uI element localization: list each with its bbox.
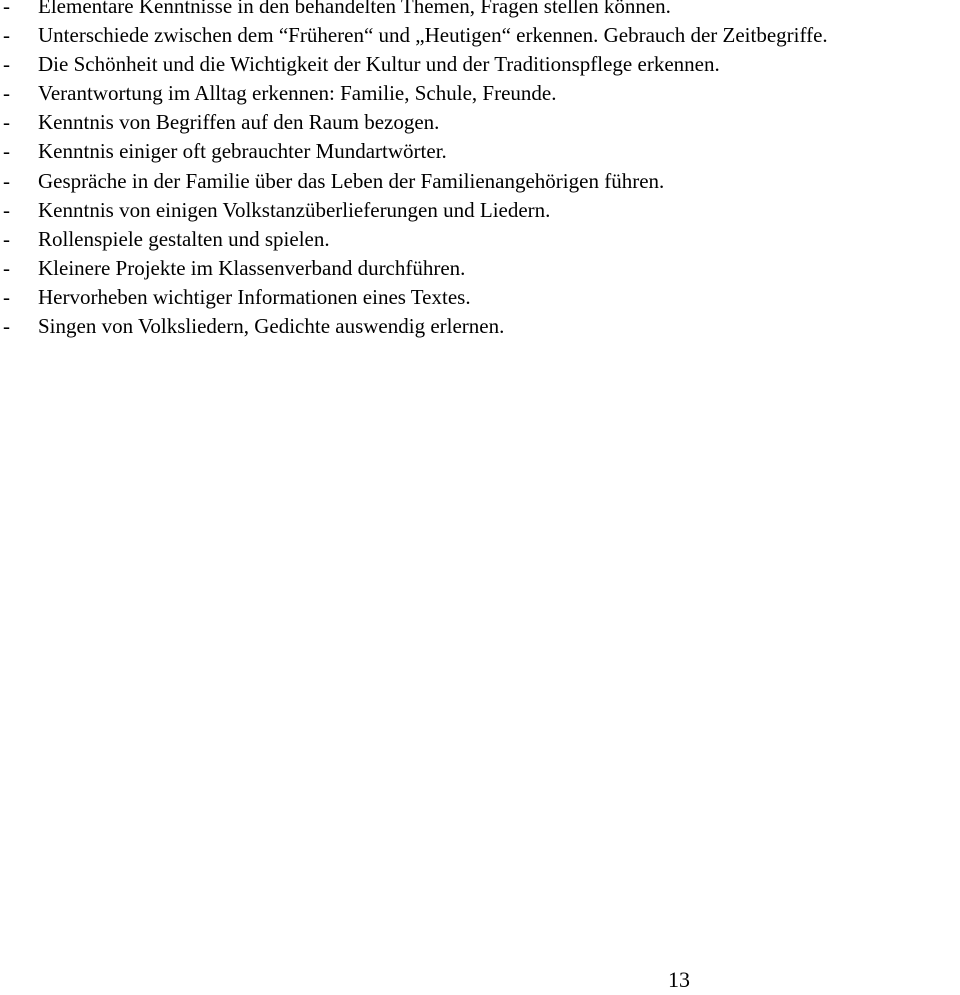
- list-bullet: -: [3, 81, 10, 106]
- list-item-text: Singen von Volksliedern, Gedichte auswendig erlernen.: [38, 314, 505, 339]
- list-item: [0, 137, 828, 166]
- list-item: [0, 254, 828, 283]
- list-item-text: Gespräche in der Familie über das Leben der Familienangehörigen führen.: [38, 168, 665, 193]
- list-bullet: -: [3, 0, 10, 18]
- list-item-text: Kenntnis von Begriffen auf den Raum bezogen.: [38, 110, 440, 135]
- list-item: [0, 225, 828, 254]
- list-item-text: Kenntnis einiger oft gebrauchter Mundartwörter.: [38, 139, 447, 164]
- list-item: [0, 167, 828, 196]
- list-bullet: -: [3, 23, 10, 48]
- list-item-text: Rollenspiele gestalten und spielen.: [38, 226, 330, 251]
- list-item-text: Kenntnis von einigen Volkstanzüberlieferungen und Liedern.: [38, 197, 551, 222]
- list-item: [0, 108, 828, 137]
- list-item: [0, 283, 828, 312]
- list-bullet: -: [3, 314, 10, 339]
- list-item: [0, 50, 828, 79]
- list-bullet: -: [3, 197, 10, 222]
- list-item: [0, 312, 828, 341]
- list-item-text: Verantwortung im Alltag erkennen: Familie, Schule, Freunde.: [38, 81, 557, 106]
- list-bullet: -: [3, 226, 10, 251]
- list-item: [0, 21, 828, 50]
- competency-list: [0, 0, 828, 341]
- list-item-text: Die Schönheit und die Wichtigkeit der Kultur und der Traditionspflege erkennen.: [38, 52, 720, 77]
- list-bullet: -: [3, 110, 10, 135]
- list-bullet: -: [3, 255, 10, 280]
- list-bullet: -: [3, 139, 10, 164]
- list-item-text: Hervorheben wichtiger Informationen eines Textes.: [38, 284, 471, 309]
- list-item-text: Kleinere Projekte im Klassenverband durchführen.: [38, 255, 466, 280]
- list-item-text: Elementare Kenntnisse in den behandelten Themen, Fragen stellen können.: [38, 0, 671, 18]
- list-item: [0, 79, 828, 108]
- list-bullet: -: [3, 168, 10, 193]
- list-item-text: Unterschiede zwischen dem “Früheren“ und „Heutigen“ erkennen. Gebrauch der Zeitbegriffe.: [38, 23, 828, 48]
- list-bullet: -: [3, 52, 10, 77]
- list-item: [0, 0, 828, 21]
- list-item: [0, 196, 828, 225]
- page-number: 13: [668, 967, 690, 992]
- list-bullet: -: [3, 284, 10, 309]
